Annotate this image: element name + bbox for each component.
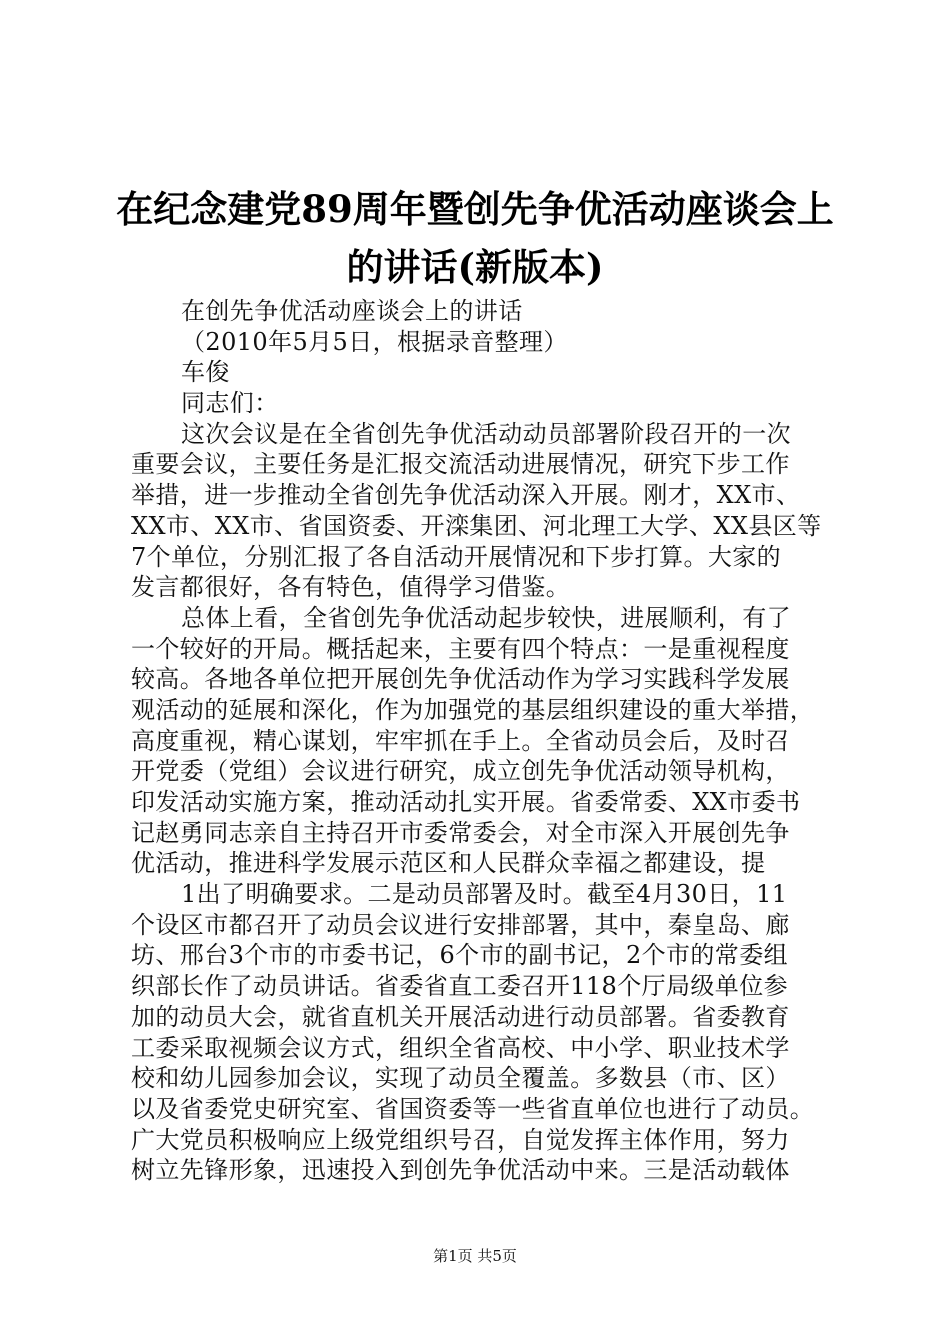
body-line: 记赵勇同志亲自主持召开市委常委会，对全市深入开展创先争: [131, 818, 790, 847]
body-line: 在创先争优活动座谈会上的讲话: [181, 297, 523, 325]
body-line: （2010年5月5日，根据录音整理）: [181, 327, 568, 356]
body-line: 重要会议，主要任务是汇报交流活动进展情况，研究下步工作: [131, 450, 790, 479]
body-line: 优活动，推进科学发展示范区和人民群众幸福之都建设，提: [131, 849, 766, 878]
body-line: 同志们：: [181, 389, 279, 418]
document-title-line-1: 在纪念建党89周年暨创先争优活动座谈会上: [116, 187, 834, 231]
body-line: 车俊: [181, 358, 230, 387]
body-line: 发言都很好，各有特色，值得学习借鉴。: [131, 573, 571, 602]
body-line: 这次会议是在全省创先争优活动动员部署阶段召开的一次: [181, 419, 791, 448]
body-line: 印发活动实施方案，推动活动扎实开展。省委常委、XX市委书: [131, 788, 801, 816]
document-title-line-2: 的讲话(新版本): [346, 245, 604, 289]
body-line: 开党委（党组）会议进行研究，成立创先争优活动领导机构，: [131, 757, 790, 786]
page-footer: 第1页 共5页: [433, 1247, 517, 1265]
body-line: XX市、XX市、省国资委、开滦集团、河北理工大学、XX县区等: [131, 511, 822, 540]
body-line: 7个单位，分别汇报了各自活动开展情况和下步打算。大家的: [131, 542, 782, 571]
body-line: 高度重视，精心谋划，牢牢抓在手上。全省动员会后，及时召: [131, 726, 790, 755]
body-line: 树立先锋形象，迅速投入到创先争优活动中来。三是活动载体: [131, 1156, 790, 1185]
body-line: 举措，进一步推动全省创先争优活动深入开展。刚才，XX市、: [131, 481, 801, 510]
body-line: 1出了明确要求。二是动员部署及时。截至4月30日，11: [181, 880, 788, 909]
body-line: 校和幼儿园参加会议，实现了动员全覆盖。多数县（市、区）: [131, 1064, 790, 1093]
body-line: 一个较好的开局。概括起来，主要有四个特点：一是重视程度: [131, 634, 790, 663]
body-line: 织部长作了动员讲话。省委省直工委召开118个厅局级单位参: [131, 972, 789, 1001]
body-line: 广大党员积极响应上级党组织号召，自觉发挥主体作用，努力: [131, 1125, 790, 1154]
body-line: 较高。各地各单位把开展创先争优活动作为学习实践科学发展: [131, 665, 790, 694]
body-line: 坊、邢台3个市的市委书记，6个市的副书记，2个市的常委组: [131, 941, 789, 970]
body-line: 总体上看，全省创先争优活动起步较快，进展顺利，有了: [181, 603, 791, 632]
body-line: 个设区市都召开了动员会议进行安排部署，其中，秦皇岛、廊: [131, 910, 790, 939]
document-body: [131, 296, 831, 1186]
body-line: 加的动员大会，就省直机关开展活动进行动员部署。省委教育: [131, 1002, 790, 1031]
body-line: 以及省委党史研究室、省国资委等一些省直单位也进行了动员。: [131, 1094, 815, 1123]
body-line: 观活动的延展和深化，作为加强党的基层组织建设的重大举措，: [131, 695, 815, 724]
body-line: 工委采取视频会议方式，组织全省高校、中小学、职业技术学: [131, 1033, 790, 1062]
